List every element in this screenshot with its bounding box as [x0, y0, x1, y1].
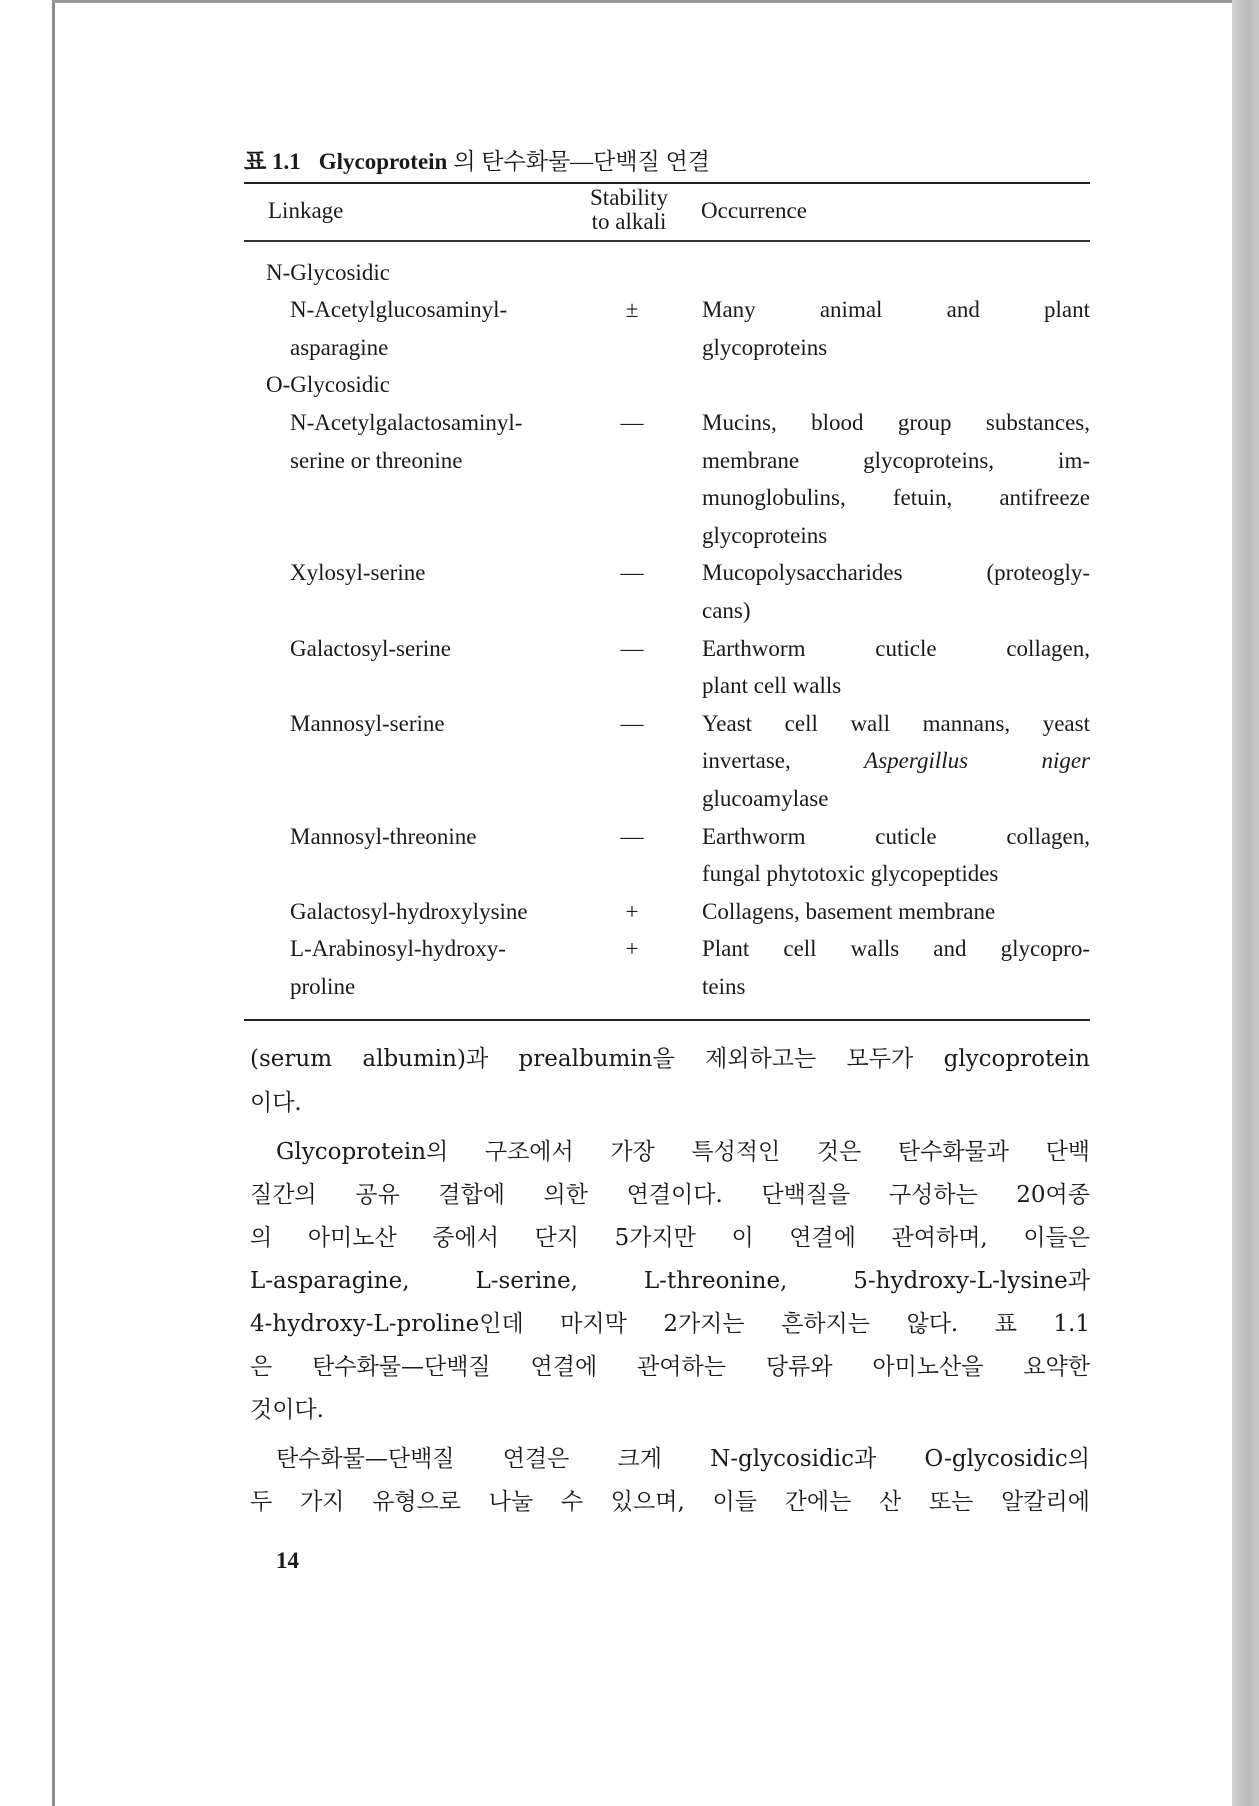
- body-text-line: 4-hydroxy-L-proline인데 마지막 2가지는 흔하지는 않다. 표 1.1: [250, 1311, 1090, 1337]
- occurrence-cell: Mucins, blood group substances,: [702, 409, 1090, 435]
- body-text-line: (serum albumin)과 prealbumin을 제외하고는 모두가 glycoprotein: [250, 1046, 1090, 1072]
- header-stability-line1: Stability: [590, 185, 668, 210]
- occurrence-cell: cans): [702, 597, 751, 623]
- table-body: [244, 242, 1090, 1019]
- occurrence-cell: glucoamylase: [702, 785, 829, 811]
- linkage-cell: N-Glycosidic: [266, 259, 390, 285]
- header-occurrence: Occurrence: [701, 198, 807, 223]
- linkage-cell: N-Acetylglucosaminyl-: [290, 297, 508, 323]
- occurrence-cell: munoglobulins, fetuin, antifreeze: [702, 485, 1090, 511]
- occurrence-cell: membrane glycoproteins, im-: [702, 447, 1090, 473]
- table-caption-rest: 의 탄수화물—단백질 연결: [453, 149, 711, 174]
- header-stability-line2: to alkali: [591, 209, 667, 234]
- table-caption-label: Glycoprotein: [318, 149, 448, 174]
- body-text-line: 은 탄수화물—단백질 연결에 관여하는 당류와 아미노산을 요약한: [250, 1354, 1090, 1380]
- page-edge-top: [52, 0, 1232, 3]
- occurrence-cell: Many animal and plant: [702, 297, 1090, 323]
- body-text-line: 탄수화물—단백질 연결은 크게 N-glycosidic과 O-glycosidic의: [276, 1446, 1090, 1472]
- stability-cell: ±: [625, 297, 639, 323]
- occurrence-italic-text: Aspergillus niger: [864, 748, 1090, 774]
- occurrence-cell: glycoproteins: [702, 334, 828, 360]
- linkage-cell: Mannosyl-threonine: [290, 823, 477, 849]
- linkage-cell: Mannosyl-serine: [290, 710, 445, 736]
- stability-cell: —: [620, 823, 644, 849]
- occurrence-cell: Earthworm cuticle collagen,: [702, 635, 1090, 661]
- occurrence-cell: fungal phytotoxic glycopeptides: [702, 861, 999, 887]
- occurrence-cell: plant cell walls: [702, 673, 842, 699]
- header-stability: [569, 186, 689, 234]
- glycoprotein-linkage-table: [244, 142, 1090, 1021]
- occurrence-cell: Collagens, basement membrane: [702, 898, 996, 924]
- page-number: 14: [276, 1548, 299, 1573]
- occurrence-cell: glycoproteins: [702, 522, 828, 548]
- stability-cell: —: [620, 560, 644, 586]
- page-edge-left: [52, 0, 55, 1806]
- body-text-line: Glycoprotein의 구조에서 가장 특성적인 것은 탄수화물과 단백: [276, 1139, 1090, 1165]
- table-number: 표 1.1: [244, 149, 301, 174]
- occurrence-cell: teins: [702, 973, 746, 999]
- body-text-line: 질간의 공유 결합에 의한 연결이다. 단백질을 구성하는 20여종: [250, 1182, 1090, 1208]
- table-header: [244, 184, 1090, 240]
- body-text-line: 이다.: [250, 1090, 302, 1116]
- stability-cell: —: [620, 409, 644, 435]
- body-text-line: L-asparagine, L-serine, L-threonine, 5-hydroxy-L-lysine과: [250, 1268, 1090, 1294]
- stability-cell: +: [625, 936, 639, 962]
- linkage-cell: Galactosyl-serine: [290, 635, 451, 661]
- linkage-cell: Xylosyl-serine: [290, 560, 426, 586]
- header-linkage: Linkage: [268, 198, 344, 223]
- linkage-cell: Galactosyl-hydroxylysine: [290, 898, 528, 924]
- linkage-cell: O-Glycosidic: [266, 372, 390, 398]
- linkage-cell: serine or threonine: [290, 447, 463, 473]
- linkage-cell: L-Arabinosyl-hydroxy-: [290, 936, 506, 962]
- page-edge-right: [1232, 0, 1259, 1806]
- stability-cell: +: [625, 898, 639, 924]
- linkage-cell: proline: [290, 973, 356, 999]
- stability-cell: —: [620, 635, 644, 661]
- occurrence-cell: Earthworm cuticle collagen,: [702, 823, 1090, 849]
- table-caption: [244, 142, 1090, 182]
- occurrence-cell: Mucopolysaccharides (proteogly-: [702, 560, 1090, 586]
- body-text-line: 것이다.: [250, 1397, 324, 1423]
- body-text-line: 의 아미노산 중에서 단지 5가지만 이 연결에 관여하며, 이들은: [250, 1225, 1090, 1251]
- table-bottom-rule: [244, 1019, 1090, 1021]
- occurrence-cell: [702, 742, 1090, 780]
- occurrence-text: invertase,: [702, 748, 791, 774]
- occurrence-cell: Yeast cell wall mannans, yeast: [702, 710, 1090, 736]
- linkage-cell: N-Acetylgalactosaminyl-: [290, 409, 523, 435]
- occurrence-cell: Plant cell walls and glycopro-: [702, 936, 1090, 962]
- body-text-line: 두 가지 유형으로 나눌 수 있으며, 이들 간에는 산 또는 알칼리에: [250, 1489, 1090, 1515]
- linkage-cell: asparagine: [290, 334, 389, 360]
- stability-cell: —: [620, 710, 644, 736]
